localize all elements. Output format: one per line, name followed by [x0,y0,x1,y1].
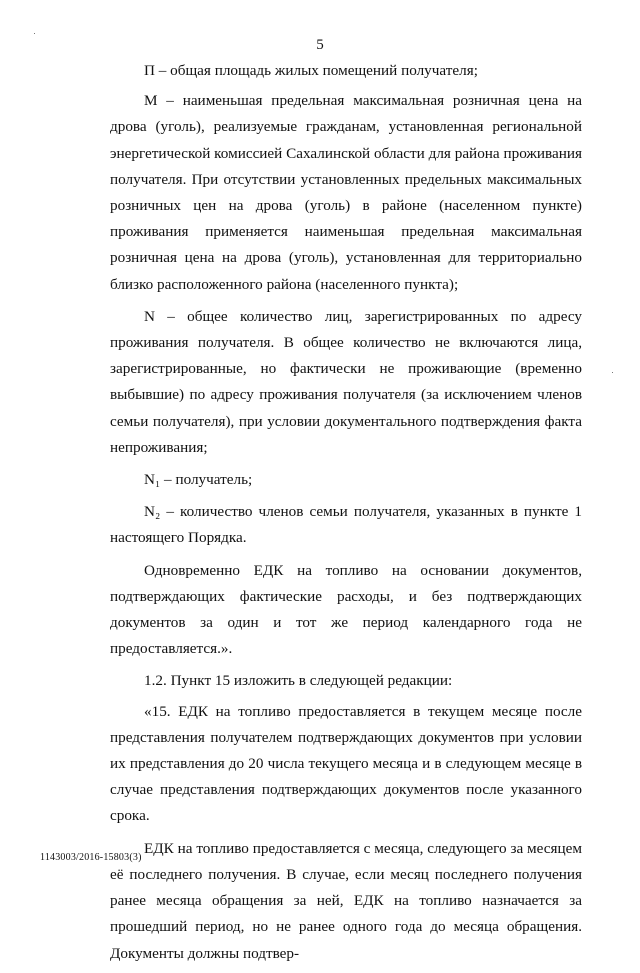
page-number: 5 [316,37,324,53]
paragraph-p-definition: П – общая площадь жилых помещений получателя; [144,62,478,79]
paragraph-m-definition: М – наименьшая предельная максимальная розничная цена на дрова (уголь), реализуемые гражданам, установленная региональной энергетической комиссией Сахалинской области для района проживания получателя. При отсутствии установленных предельных максимальных розничных цен на дрова (уголь) в районе (населенном пункте) проживания применяется наименьшая предельная максимальная розничная цена на дрова (уголь), установленная для территориально близко расположенного района (населенного пункта); [110,92,582,293]
paragraph-n-definition: N – общее количество лиц, зарегистрированных по адресу проживания получателя. В общее количество не включаются лица, зарегистрированные, но фактически не проживающие (временно выбывшие) по адресу проживания получателя (за исключением членов семьи получателя), при условии документального подтверждения факта непроживания; [110,307,582,456]
paragraph-clause-15: «15. ЕДК на топливо предоставляется в текущем месяце после представления получателем подтверждающих документов при условии их представления до 20 числа текущего месяца и в следующем месяце в случае представления подтверждающих документов после указанного срока. [110,702,582,825]
scan-speck [34,33,35,34]
paragraph-edk-month: ЕДК на топливо предоставляется с месяца, следующего за месяцем её последнего получения. В случае, если месяц последнего получения ранее месяца обращения за ней, ЕДК на топливо назначается за прошедший период, но не ранее одного года до месяца обращения. Документы должны подтвер- [110,839,582,962]
paragraph-n2-definition: N₂ – количество членов семьи получателя, указанных в пункте 1 настоящего Порядка. [110,503,582,547]
paragraph-simultaneous-edk: Одновременно ЕДК на топливо на основании документов, подтверждающих фактические расходы, и без подтверждающих документов за один и тот же период календарного года не предоставляется.». [110,561,582,658]
document-code: 1143003/2016-15803(3) [40,852,142,863]
scan-speck [612,372,613,373]
paragraph-clause-1-2: 1.2. Пункт 15 изложить в следующей редакции: [144,672,453,690]
document-body [110,58,582,973]
paragraph-n1-definition: N₁ – получатель; [144,471,253,489]
